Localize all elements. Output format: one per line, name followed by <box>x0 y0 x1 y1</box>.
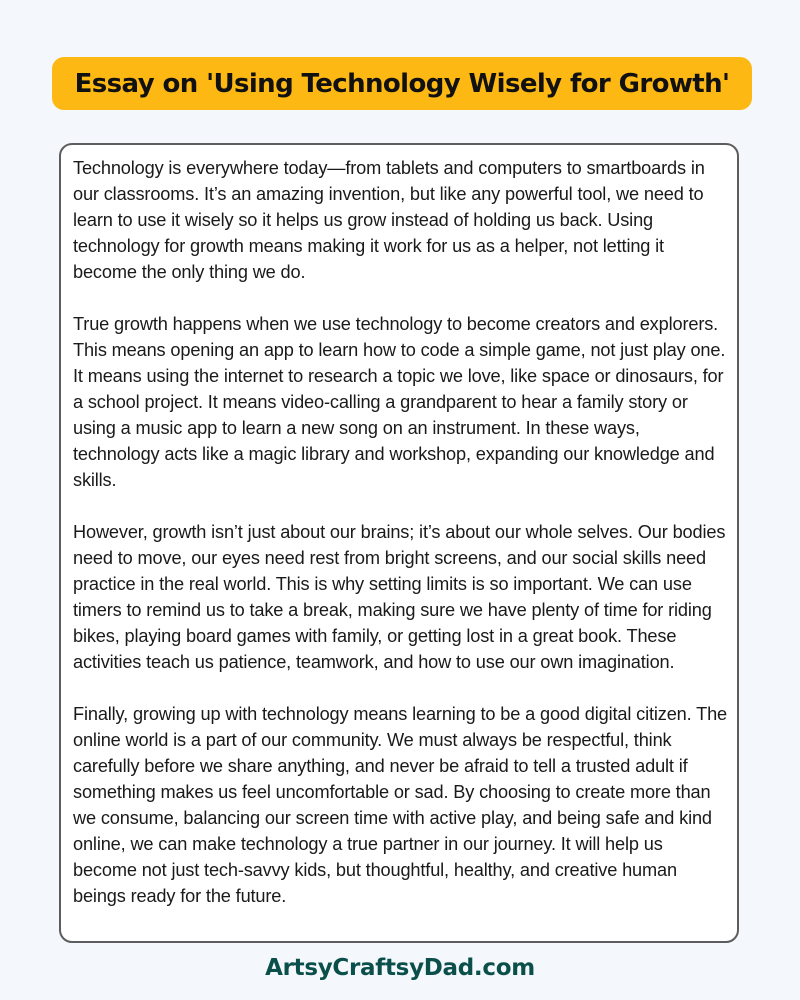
essay-box <box>59 143 739 943</box>
title-banner <box>52 57 752 110</box>
essay-paragraph-1: Technology is everywhere today—from tablets and computers to smartboards in our classrooms. It’s an amazing invention, but like any powerful tool, we need to learn to use it wisely so it helps us grow instead of holding us back. Using technology for growth means making it work for us as a helper, not letting it become the only thing we do. <box>73 158 705 282</box>
essay-paragraph-4: Finally, growing up with technology means learning to be a good digital citizen. The online world is a part of our community. We must always be respectful, think carefully before we share anything, and never be afraid to tell a trusted adult if something makes us feel uncomfortable or sad. By choosing to create more than we consume, balancing our screen time with active play, and being safe and kind online, we can make technology a true partner in our journey. It will help us become not just tech-savvy kids, but thoughtful, healthy, and creative human beings ready for the future. <box>73 704 727 906</box>
page-title: Essay on 'Using Technology Wisely for Growth' <box>74 68 730 99</box>
footer-brand: ArtsyCraftsyDad.com <box>265 955 535 981</box>
essay-paragraph-2: True growth happens when we use technology to become creators and explorers. This means opening an app to learn how to code a simple game, not just play one. It means using the internet to research a topic we love, like space or dinosaurs, for a school project. It means video-calling a grandparent to hear a family story or using a music app to learn a new song on an instrument. In these ways, technology acts like a magic library and workshop, expanding our knowledge and skills. <box>73 314 726 490</box>
essay-paragraph-3: However, growth isn’t just about our brains; it’s about our whole selves. Our bodies need to move, our eyes need rest from bright screens, and our social skills need practice in the real world. This is why setting limits is so important. We can use timers to remind us to take a break, making sure we have plenty of time for riding bikes, playing board games with family, or getting lost in a great book. These activities teach us patience, teamwork, and how to use our own imagination. <box>73 522 726 672</box>
